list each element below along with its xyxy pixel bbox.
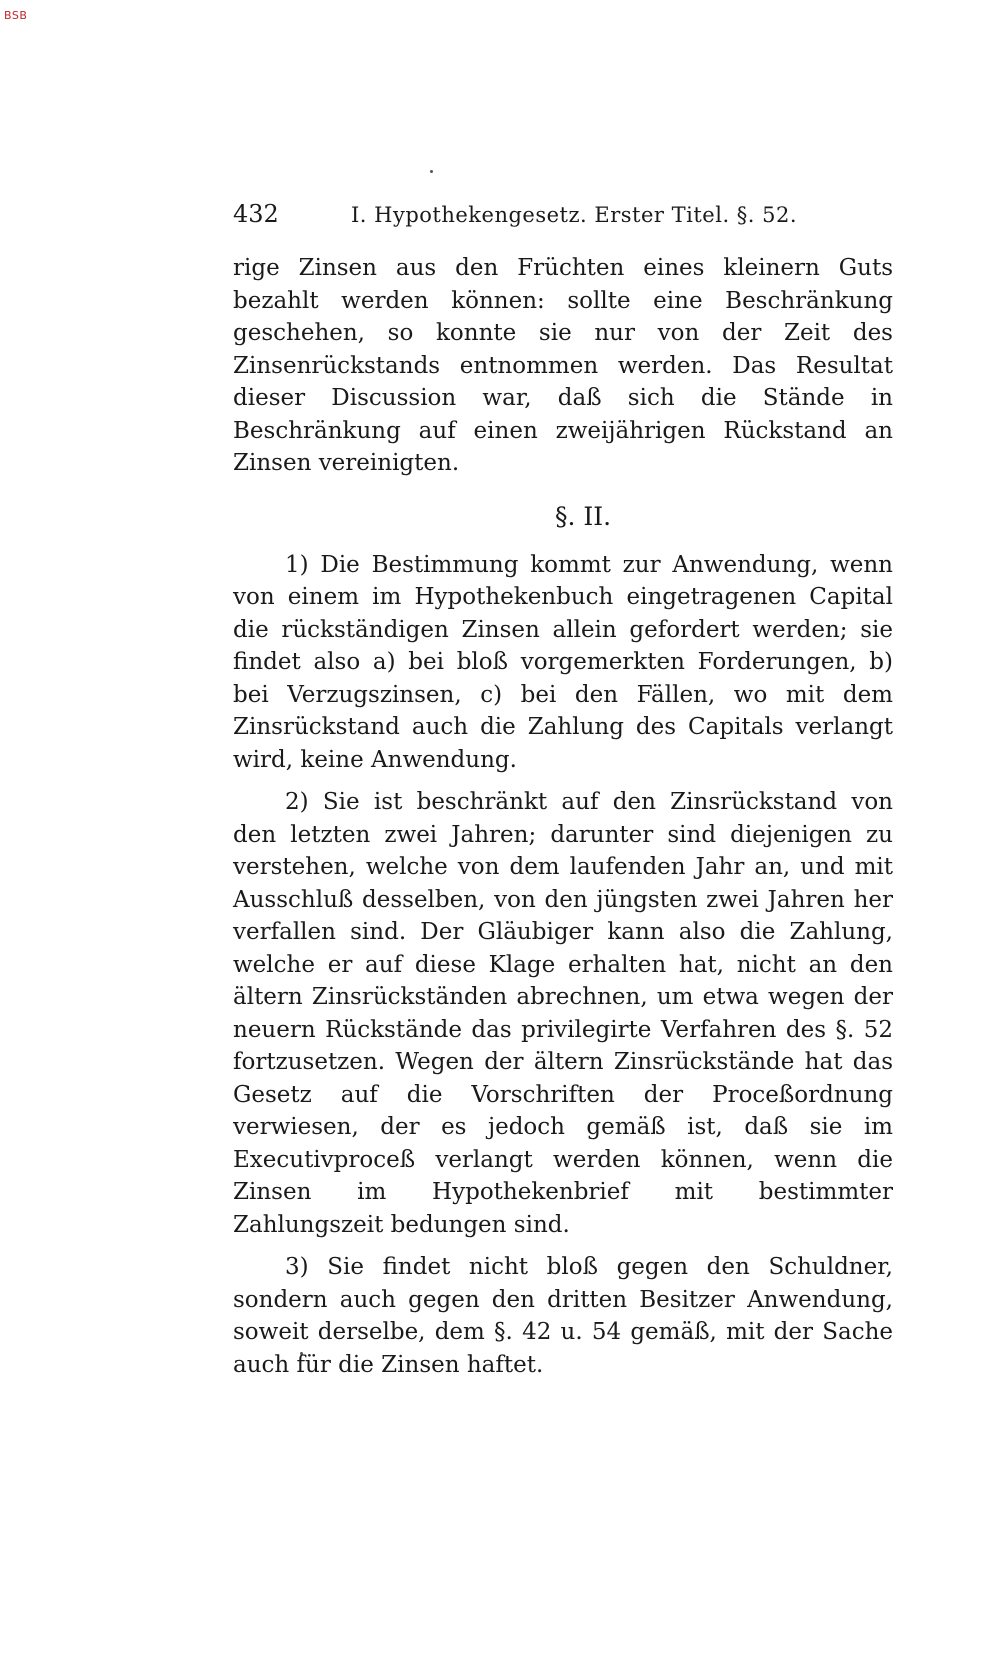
book-page	[233, 200, 893, 1381]
stray-mark	[430, 170, 433, 173]
paragraph-2: 2) Sie ist beschränkt auf den Zinsrückstand von den letzten zwei Jahren; darunter sind diejenigen zu verstehen, welche von dem laufenden Jahr an, und mit Ausschluß desselben, von den jüngsten zwei Jahren her verfallen sind. Der Gläubiger kann also die Zahlung, welche er auf diese Klage erhalten hat, nicht an den ältern Zinsrückständen abrechnen, um etwa wegen der neuern Rückstände das privilegirte Verfahren des §. 52 fortzusetzen. Wegen der ältern Zinsrückstände hat das Gesetz auf die Vorschriften der Proceßordnung verwiesen, der es jedoch gemäß ist, daß sie im Executivproceß verlangt werden können, wenn die Zinsen im Hypothekenbrief mit bestimmter Zahlungszeit bedungen sind.	[233, 789, 893, 1238]
page-number: 432	[233, 200, 279, 228]
running-head	[233, 200, 893, 244]
continuation-paragraph: rige Zinsen aus den Früchten eines kleinern Guts bezahlt werden können: sollte eine Beschränkung geschehen, so konnte sie nur von der Zeit des Zinsenrückstands entnommen werden. Das Resultat dieser Discussion war, daß sich die Stände in Beschränkung auf einen zweijährigen Rückstand an Zinsen vereinigten.	[233, 255, 893, 476]
paragraph-3: 3) Sie findet nicht bloß gegen den Schuldner, sondern auch gegen den dritten Besitzer Anwendung, soweit derselbe, dem §. 42 u. 54 gemäß, mit der Sache auch für die Zinsen haftet.	[233, 1254, 893, 1378]
body-text	[233, 252, 893, 1381]
paragraph-1: 1) Die Bestimmung kommt zur Anwendung, wenn von einem im Hypothekenbuch eingetragenen Capital die rückständigen Zinsen allein gefordert werden; sie findet also a) bei bloß vorgemerkten Forderungen, b) bei Verzugszinsen, c) bei den Fällen, wo mit dem Zinsrückstand auch die Zahlung des Capitals verlangt wird, keine Anwendung.	[233, 551, 893, 773]
section-heading: §. II.	[554, 501, 612, 531]
library-watermark: BSB	[4, 9, 28, 22]
running-title: I. Hypothekengesetz. Erster Titel. §. 52.	[351, 203, 798, 227]
